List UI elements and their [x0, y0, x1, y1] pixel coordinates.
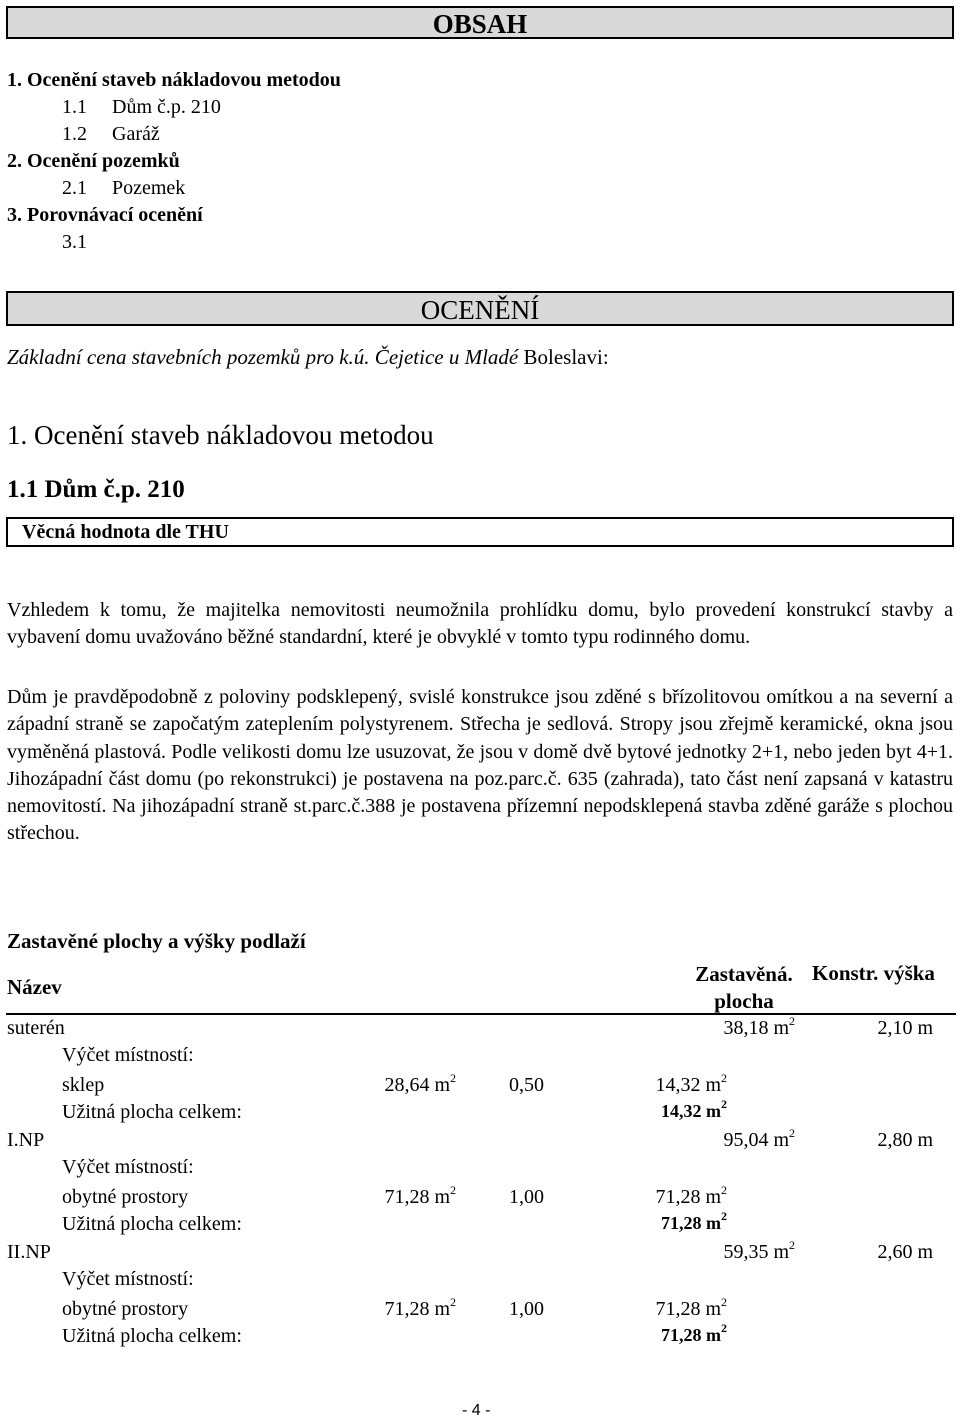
toc-item-1-2[interactable]: 1.2 Garáž: [62, 123, 160, 145]
base-price-line: Základní cena stavebních pozemků pro k.ú. Čejetice u Mladé Boleslavi:: [7, 345, 609, 369]
toc-item-1-1[interactable]: 1.1 Dům č.p. 210: [62, 96, 221, 118]
rooms-label: Výčet místností:: [62, 1044, 194, 1066]
room-name: obytné prostory: [62, 1186, 189, 1208]
section-1-heading: 1. Ocenění staveb nákladovou metodou: [7, 420, 434, 450]
rooms-label: Výčet místností:: [62, 1156, 194, 1178]
col-height-header: Konstr. výška: [812, 961, 935, 985]
room-coef: 1,00: [509, 1186, 544, 1208]
room-coef: 0,50: [509, 1074, 544, 1096]
total-value: 14,32 $m^2$: [661, 1097, 727, 1121]
room-useful: 14,32 $m^2$: [655, 1071, 727, 1096]
floor-area: 95,04 $m^2$: [723, 1126, 795, 1151]
obsah-title: OBSAH: [432, 9, 528, 39]
toc-item-2[interactable]: 2. Ocenění pozemků: [7, 150, 180, 172]
room-useful: 71,28 $m^2$: [655, 1183, 727, 1208]
paragraph-2: Dům je pravděpodobně z poloviny podsklepený, svislé konstrukce jsou zděné s břízolitovou omítkou a na severní a západní straně se započatým zateplením polystyrenem. Střecha je sedlová. Stropy jsou zřejmě keramické, okna jsou vyměněná plastová. Podle velikosti domu lze usuzovat, že jsou v domě dvě bytové jednotky 2+1, nebo jeden byt 4+1. Jihozápadní část domu (po rekonstrukci) je postavena na poz.parc.č. 635 (zahrada), tato část není zapsaná v katastru nemovitostí. Na jihozápadní straně st.parc.č.388 je postavena přízemní nepodsklepená stavba zděné garáže s plochou střechou.: [7, 686, 953, 845]
oceneni-header: [6, 291, 954, 326]
toc-item-3[interactable]: 3. Porovnávací ocenění: [7, 204, 203, 226]
col-name-header: Název: [7, 975, 62, 999]
header-rule: [6, 1013, 956, 1015]
total-value: 71,28 $m^2$: [661, 1209, 727, 1233]
room-area: 71,28 $m^2$: [384, 1295, 456, 1320]
floor-area: 59,35 $m^2$: [723, 1238, 795, 1263]
paragraph-1: Vzhledem k tomu, že majitelka nemovitosti neumožnila prohlídku domu, bylo provedení konstrukcí stavby a vybavení domu uvažováno běžné standardní, které je obvyklé v tomto typu rodinného domu.: [7, 599, 953, 649]
toc-item-1[interactable]: 1. Ocenění staveb nákladovou metodou: [7, 69, 341, 91]
floor-name: II.NP: [7, 1241, 51, 1263]
room-name: obytné prostory: [62, 1298, 189, 1320]
page-number: - 4 -: [462, 1402, 491, 1419]
floor-name: I.NP: [7, 1129, 45, 1151]
floor-area: 38,18 $m^2$: [723, 1014, 795, 1039]
floor-name: suterén: [7, 1017, 65, 1039]
rooms-label: Výčet místností:: [62, 1268, 194, 1290]
floor-height: 2,80 m: [877, 1129, 933, 1151]
total-label: Užitná plocha celkem:: [62, 1325, 242, 1347]
floor-height: 2,60 m: [877, 1241, 933, 1263]
obsah-header: [6, 6, 954, 39]
section-1-1-heading: 1.1 Dům č.p. 210: [7, 476, 185, 503]
col-area-header: Zastavěná. plocha: [695, 962, 793, 1013]
room-area: 71,28 $m^2$: [384, 1183, 456, 1208]
total-value: 71,28 $m^2$: [661, 1321, 727, 1345]
room-name: sklep: [62, 1074, 105, 1096]
room-useful: 71,28 $m^2$: [655, 1295, 727, 1320]
oceneni-title: OCENĚNÍ: [420, 295, 540, 325]
total-label: Užitná plocha celkem:: [62, 1213, 242, 1235]
vecna-hodnota-box: Věcná hodnota dle THU: [6, 517, 954, 547]
floors-title: Zastavěné plochy a výšky podlaží: [7, 929, 306, 953]
room-area: 28,64 $m^2$: [384, 1071, 456, 1096]
toc-item-2-1[interactable]: 2.1 Pozemek: [62, 177, 186, 199]
toc-item-3-1[interactable]: 3.1: [62, 231, 87, 253]
floor-height: 2,10 m: [877, 1017, 933, 1039]
total-label: Užitná plocha celkem:: [62, 1101, 242, 1123]
room-coef: 1,00: [509, 1298, 544, 1320]
